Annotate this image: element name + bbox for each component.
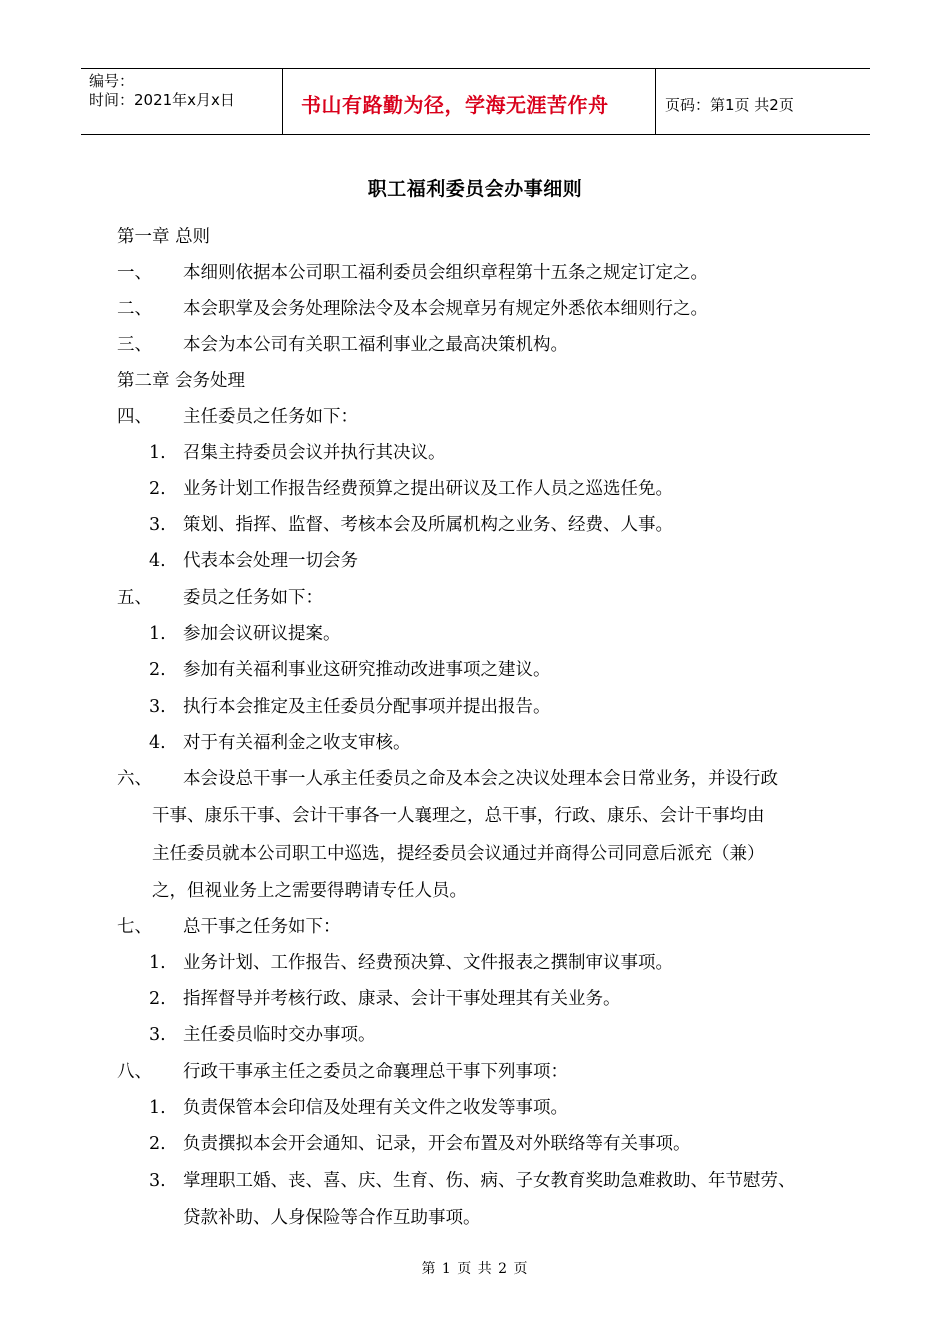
article-text-continued: 干事、康乐干事、会计干事各一人襄理之，总干事，行政、康乐、会计干事均由 <box>152 806 765 826</box>
article-number: 三、 <box>117 335 152 355</box>
item-number: 2. <box>149 479 166 499</box>
article-text: 本会设总干事一人承主任委员之命及本会之决议处理本会日常业务，并设行政 <box>183 769 778 789</box>
page-footer: 第 1 页 共 2 页 <box>421 1261 529 1277</box>
item-number: 3. <box>149 515 166 535</box>
item-number: 4. <box>149 733 166 753</box>
header-left-cell <box>81 69 283 134</box>
item-number: 2. <box>149 1134 166 1154</box>
article-text-continued: 之，但视业务上之需要得聘请专任人员。 <box>152 881 467 901</box>
item-text: 指挥督导并考核行政、康录、会计干事处理其有关业务。 <box>183 989 621 1009</box>
item-text: 主任委员临时交办事项。 <box>183 1025 376 1045</box>
item-text: 参加有关福利事业这研究推动改进事项之建议。 <box>183 660 551 680</box>
header-motto-cell <box>283 69 656 134</box>
page-info: 页码：第1页 共2页 <box>665 96 794 114</box>
item-text: 策划、指挥、监督、考核本会及所属机构之业务、经费、人事。 <box>183 515 673 535</box>
article-text: 行政干事承主任之委员之命襄理总干事下列事项： <box>183 1062 568 1082</box>
item-number: 1. <box>149 443 166 463</box>
article-text: 本会职掌及会务处理除法令及本会规章另有规定外悉依本细则行之。 <box>183 299 708 319</box>
document-date: 时间：2021年x月x日 <box>89 91 235 109</box>
item-number: 2. <box>149 660 166 680</box>
article-text: 本细则依据本公司职工福利委员会组织章程第十五条之规定订定之。 <box>183 263 708 283</box>
chapter-heading: 第二章 会务处理 <box>117 371 246 391</box>
item-text: 召集主持委员会议并执行其决议。 <box>183 443 446 463</box>
item-text: 业务计划工作报告经费预算之提出研议及工作人员之巡选任免。 <box>183 479 673 499</box>
article-text-continued: 主任委员就本公司职工中巡选，提经委员会议通过并商得公司同意后派充（兼） <box>152 844 765 864</box>
item-number: 1. <box>149 953 166 973</box>
article-number: 八、 <box>117 1062 152 1082</box>
item-number: 3. <box>149 1171 166 1191</box>
item-text: 执行本会推定及主任委员分配事项并提出报告。 <box>183 697 551 717</box>
item-number: 2. <box>149 989 166 1009</box>
article-number: 二、 <box>117 299 152 319</box>
article-number: 七、 <box>117 917 152 937</box>
motto-text: 书山有路勤为径，学海无涯苦作舟 <box>301 93 609 117</box>
item-text: 对于有关福利金之收支审核。 <box>183 733 411 753</box>
item-text-continued: 贷款补助、人身保险等合作互助事项。 <box>183 1208 481 1228</box>
item-number: 3. <box>149 1025 166 1045</box>
article-number: 五、 <box>117 588 152 608</box>
item-text: 负责保管本会印信及处理有关文件之收发等事项。 <box>183 1098 568 1118</box>
item-text: 负责撰拟本会开会通知、记录，开会布置及对外联络等有关事项。 <box>183 1134 691 1154</box>
article-text: 总干事之任务如下： <box>183 917 341 937</box>
article-text: 主任委员之任务如下： <box>183 407 358 427</box>
item-number: 1. <box>149 1098 166 1118</box>
article-text: 委员之任务如下： <box>183 588 323 608</box>
item-text: 代表本会处理一切会务 <box>183 551 358 571</box>
article-number: 一、 <box>117 263 152 283</box>
article-number: 四、 <box>117 407 152 427</box>
document-number-label: 编号： <box>89 72 135 90</box>
item-number: 1. <box>149 624 166 644</box>
document-title: 职工福利委员会办事细则 <box>367 178 583 200</box>
item-text: 业务计划、工作报告、经费预决算、文件报表之撰制审议事项。 <box>183 953 673 973</box>
chapter-heading: 第一章 总则 <box>117 227 211 247</box>
item-text: 掌理职工婚、丧、喜、庆、生育、伤、病、子女教育奖助急难救助、年节慰劳、 <box>183 1171 796 1191</box>
article-text: 本会为本公司有关职工福利事业之最高决策机构。 <box>183 335 568 355</box>
article-number: 六、 <box>117 769 152 789</box>
header-page-cell <box>656 69 870 134</box>
item-text: 参加会议研议提案。 <box>183 624 341 644</box>
item-number: 4. <box>149 551 166 571</box>
item-number: 3. <box>149 697 166 717</box>
header-table <box>81 68 870 135</box>
